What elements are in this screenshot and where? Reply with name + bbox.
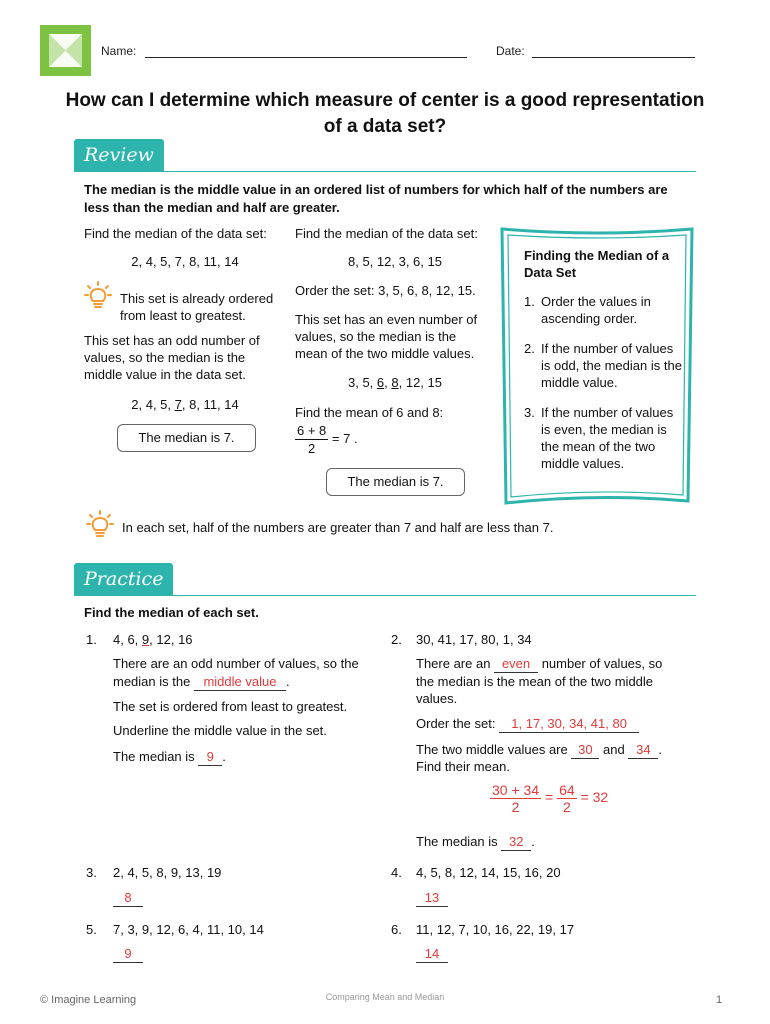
problem-1-line4: Underline the middle value in the set. [113, 723, 327, 738]
problem-4-set: 4, 5, 8, 12, 14, 15, 16, 20 [416, 865, 561, 880]
problem-4-number: 4. [391, 865, 402, 880]
logo-mark-icon [40, 25, 91, 76]
col1-set-underlined: 2, 4, 5, 7, 8, 11, 14 [131, 397, 239, 412]
lightbulb-icon [86, 510, 114, 545]
col1-explain: This set has an odd number of values, so the median is the middle value in the data set. [84, 333, 260, 382]
problem-3-set: 2, 4, 5, 8, 9, 13, 19 [113, 865, 222, 880]
footer-copyright: © Imagine Learning [40, 994, 137, 1006]
problem-2-answer-ordered[interactable]: 1, 17, 30, 34, 41, 80 [499, 715, 639, 733]
problem-5-answer[interactable]: 9 [113, 945, 143, 963]
problem-2-answer-mid-b[interactable]: 34 [628, 741, 658, 759]
col1-prompt: Find the median of the data set: [84, 226, 267, 241]
card-step-1: 1. Order the values in ascending order. [524, 294, 651, 326]
problem-2-median: The median is 32 . [416, 834, 535, 849]
problem-1-line1: There are an odd number of values, so the [113, 656, 359, 671]
date-label: Date: [496, 44, 525, 58]
col2-fraction: $\frac{6 + 8}{2}$ = 7 . [297, 423, 358, 456]
problem-5-number: 5. [86, 922, 97, 937]
problem-1-set: 4, 6, 9, 12, 16 [113, 632, 193, 647]
name-label: Name: [101, 44, 137, 58]
col2-mean-prompt: Find the mean of 6 and 8: [295, 405, 444, 420]
page-number: 1 [716, 994, 723, 1006]
problem-2-line3: values. [416, 691, 458, 706]
problem-1-line2: median is the middle value . [113, 674, 290, 689]
review-tab: Review [74, 139, 164, 171]
problem-4-answer[interactable]: 13 [416, 889, 448, 907]
card-title: Finding the Median of a Data Set [524, 248, 670, 280]
lightbulb-icon [84, 281, 112, 316]
review-divider [74, 171, 696, 172]
problem-6-set: 11, 12, 7, 10, 16, 22, 19, 17 [416, 922, 575, 937]
col1-set: 2, 4, 5, 7, 8, 11, 14 [131, 254, 239, 269]
problem-2-answer-parity[interactable]: even [494, 655, 538, 673]
problem-6-number: 6. [391, 922, 402, 937]
problem-2-mean-line: Find their mean. [416, 759, 510, 774]
problem-1-number: 1. [86, 632, 97, 647]
problem-2-answer-mid-a[interactable]: 30 [571, 741, 599, 759]
practice-instruction: Find the median of each set. [84, 605, 259, 620]
problem-3-answer[interactable]: 8 [113, 889, 143, 907]
problem-2-mean-work: $\frac{30 + 34}{2}$ = $\frac{64}{2}$ = 32 [492, 782, 609, 815]
problem-1-answer[interactable]: 9 [198, 748, 222, 766]
practice-divider [74, 595, 696, 596]
review-intro: The median is the middle value in an ordered list of numbers for which half of the numbers are less than the median and half are greater. [84, 182, 668, 215]
name-field[interactable] [145, 57, 467, 58]
col2-set: 8, 5, 12, 3, 6, 15 [348, 254, 442, 269]
col1-result-box: The median is 7. [117, 424, 256, 452]
card-steps [524, 293, 686, 472]
col1-median-underline: 7 [174, 397, 182, 412]
problem-3-number: 3. [86, 865, 97, 880]
problem-2-set: 30, 41, 17, 80, 1, 34 [416, 632, 532, 647]
problem-2-answer[interactable]: 32 [501, 833, 531, 851]
logo [40, 25, 91, 76]
review-note: In each set, half of the numbers are greater than 7 and half are less than 7. [122, 520, 554, 535]
problem-5-set: 7, 3, 9, 12, 6, 4, 11, 10, 14 [113, 922, 264, 937]
card-step-2: 2. If the number of values is odd, the median is the middle value. [524, 341, 682, 390]
footer-doc-title: Comparing Mean and Median [325, 992, 445, 1002]
problem-1-line5: The median is 9 . [113, 749, 226, 764]
col1-tip: This set is already ordered from least to greatest. [120, 291, 274, 323]
page-title: How can I determine which measure of center is a good representation of a data set? [65, 90, 705, 137]
col2-set-underlined: 3, 5, 6, 8, 12, 15 [348, 375, 442, 390]
problem-2-line1: There are an even number of values, so [416, 656, 663, 671]
median-steps-card [498, 225, 696, 507]
problem-6-answer[interactable]: 14 [416, 945, 448, 963]
problem-1-answer-term[interactable]: middle value [194, 673, 286, 691]
problem-1-median-underline: 9 [141, 632, 150, 647]
col2-result-box: The median is 7. [326, 468, 465, 496]
col2-order: Order the set: 3, 5, 6, 8, 12, 15. [295, 283, 476, 298]
problem-2-middle-values: The two middle values are 30 and 34 . [416, 742, 662, 757]
col2-prompt: Find the median of the data set: [295, 226, 478, 241]
col2-explain: This set has an even number of values, so the median is the mean of the two middle values. [295, 312, 478, 361]
practice-tab: Practice [74, 563, 173, 595]
date-field[interactable] [532, 57, 695, 58]
problem-2-order: Order the set: 1, 17, 30, 34, 41, 80 [416, 715, 639, 733]
problem-2-number: 2. [391, 632, 402, 647]
problem-1-line3: The set is ordered from least to greatest. [113, 699, 348, 714]
problem-2-line2: the median is the mean of the two middle [416, 674, 654, 689]
card-step-3: 3. If the number of values is even, the median is the mean of the two middle values. [524, 405, 674, 471]
